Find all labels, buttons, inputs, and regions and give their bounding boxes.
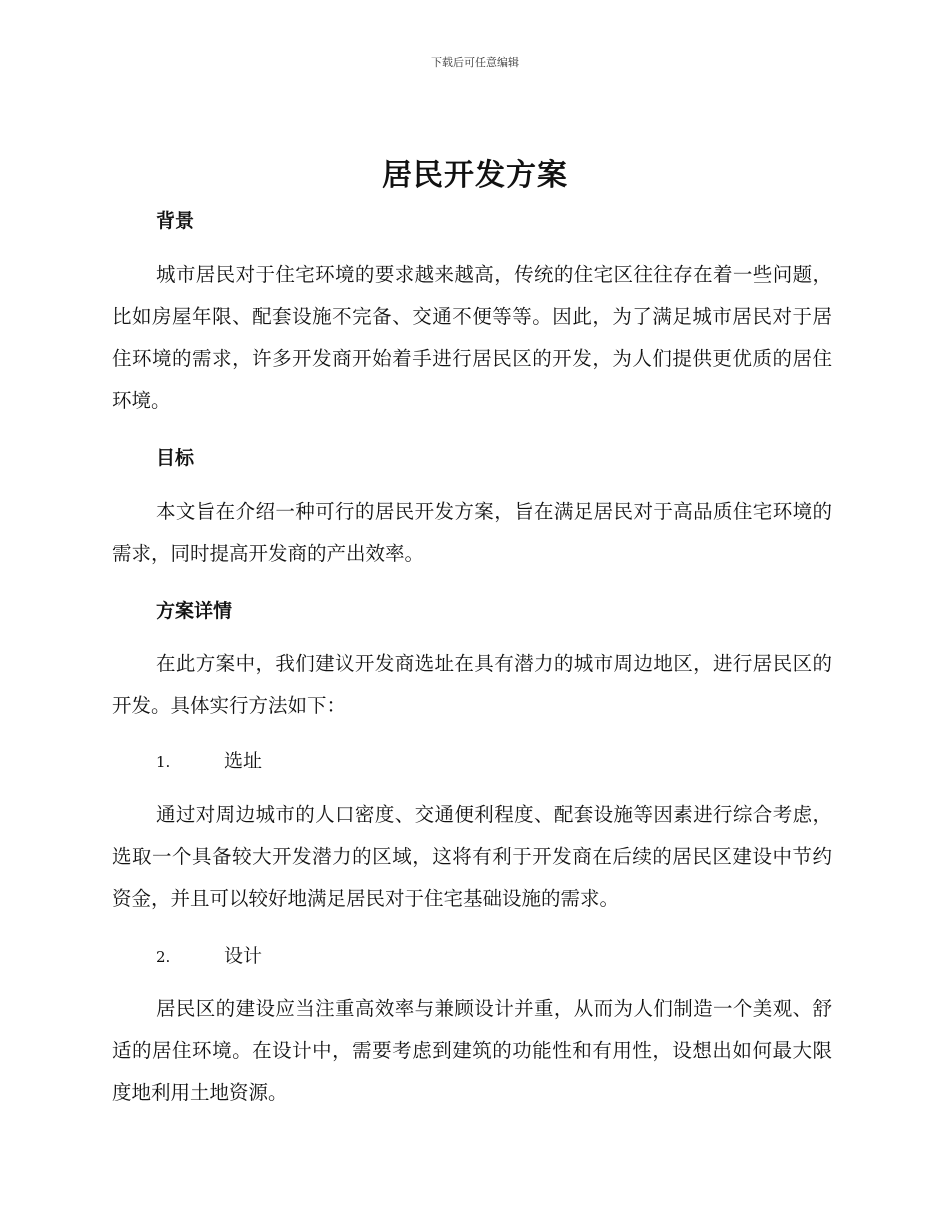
list-item-number: 1. [156,753,171,771]
list-item-number: 2. [156,948,171,966]
section-heading-background: 背景 [156,210,195,232]
background-paragraph: 城市居民对于住宅环境的要求越来越高，传统的住宅区往往存在着一些问题，比如房屋年限、配套设施不完备、交通不便等等。因此，为了满足城市居民对于居住环境的需求，许多开发商开始着手进行居民区的开发，为人们提供更优质的居住环境。 [112,263,832,412]
section-heading-goal: 目标 [156,447,195,469]
site-selection-paragraph: 通过对周边城市的人口密度、交通便利程度、配套设施等因素进行综合考虑，选取一个具备较大开发潜力的区域，这将有利于开发商在后续的居民区建设中节约资金，并且可以较好地满足居民对于住宅基础设施的需求。 [112,803,832,910]
goal-paragraph: 本文旨在介绍一种可行的居民开发方案，旨在满足居民对于高品质住宅环境的需求，同时提高开发商的产出效率。 [112,500,832,565]
list-item-label: 选址 [224,750,263,772]
list-item-label: 设计 [224,945,263,967]
document-title: 居民开发方案 [382,158,568,193]
list-item-site-selection [156,746,262,773]
list-item-design [156,941,262,968]
design-paragraph: 居民区的建设应当注重高效率与兼顾设计并重，从而为人们制造一个美观、舒适的居住环境。在设计中，需要考虑到建筑的功能性和有用性，设想出如何最大限度地利用土地资源。 [112,997,832,1104]
page-header-note: 下载后可任意编辑 [431,56,519,69]
details-paragraph: 在此方案中，我们建议开发商选址在具有潜力的城市周边地区，进行居民区的开发。具体实行方法如下： [112,652,832,717]
section-heading-details: 方案详情 [156,600,233,622]
